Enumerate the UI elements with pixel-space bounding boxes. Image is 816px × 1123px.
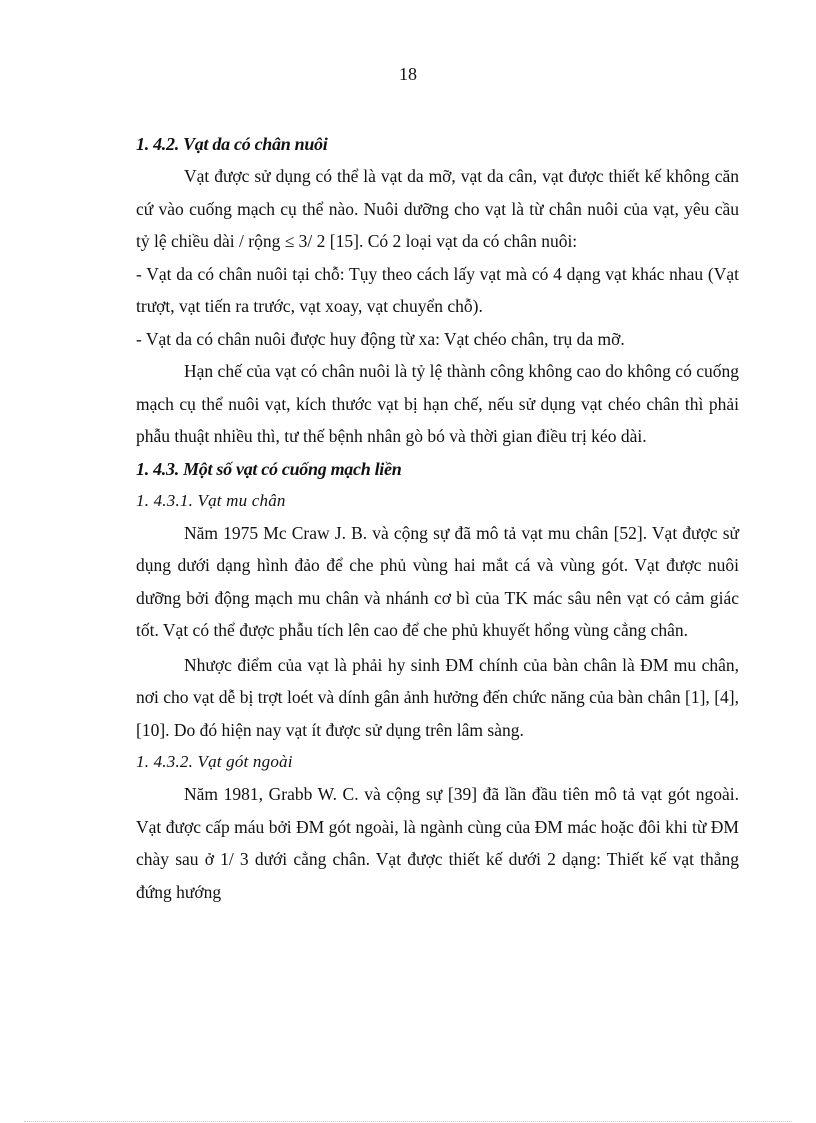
paragraph: Năm 1981, Grabb W. C. và cộng sự [39] đã lần đầu tiên mô tả vạt gót ngoài. Vạt được cấp máu bởi ĐM gót ngoài, là ngành cùng của ĐM mác hoặc đôi khi từ ĐM chày sau ở 1/ 3 dưới cẳng chân. Vạt được thiết kế dưới 2 dạng: Thiết kế vạt thẳng đứng hướng [136, 784, 739, 902]
list-item: - Vạt da có chân nuôi tại chỗ: Tụy theo cách lấy vạt mà có 4 dạng vạt khác nhau (Vạt trượt, vạt tiến ra trước, vạt xoay, vạt chuyển chỗ). [136, 263, 739, 316]
page-body [136, 128, 739, 908]
page-bottom-border [24, 1121, 792, 1122]
subsection-heading-1-4-3-2: 1. 4.3.2. Vạt gót ngoài [136, 752, 293, 771]
paragraph: Năm 1975 Mc Craw J. B. và cộng sự đã mô tả vạt mu chân [52]. Vạt được sử dụng dưới dạng hình đảo để che phủ vùng hai mắt cá và vùng gót. Vạt được nuôi dưỡng bởi động mạch mu chân và nhánh cơ bì của TK mác sâu nên vạt có cảm giác tốt. Vạt có thể được phẫu tích lên cao để che phủ khuyết hổng vùng cẳng chân. [136, 522, 739, 640]
section-heading-1-4-2: 1. 4.2. Vạt da có chân nuôi [136, 134, 328, 154]
paragraph: Vạt được sử dụng có thể là vạt da mỡ, vạt da cân, vạt được thiết kế không căn cứ vào cuống mạch cụ thể nào. Nuôi dưỡng cho vạt là từ chân nuôi của vạt, yêu cầu tỷ lệ chiều dài / rộng ≤ 3/ 2 [15]. Có 2 loại vạt da có chân nuôi: [136, 166, 739, 251]
page-number: 18 [399, 64, 417, 84]
paragraph: Nhược điểm của vạt là phải hy sinh ĐM chính của bàn chân là ĐM mu chân, nơi cho vạt dễ bị trợt loét và dính gân ảnh hưởng đến chức năng của bàn chân [1], [4], [10]. Do đó hiện nay vạt ít được sử dụng trên lâm sàng. [136, 654, 739, 740]
subsection-heading-1-4-3-1: 1. 4.3.1. Vạt mu chân [136, 490, 286, 510]
section-heading-1-4-3: 1. 4.3. Một số vạt có cuống mạch liền [136, 458, 402, 479]
paragraph: Hạn chế của vạt có chân nuôi là tỷ lệ thành công không cao do không có cuống mạch cụ thể nuôi vạt, kích thước vạt bị hạn chế, nếu sử dụng vạt chéo chân thì phải phẫu thuật nhiều thì, tư thế bệnh nhân gò bó và thời gian điều trị kéo dài. [136, 361, 739, 446]
list-item: - Vạt da có chân nuôi được huy động từ xa: Vạt chéo chân, trụ da mỡ. [136, 328, 625, 349]
